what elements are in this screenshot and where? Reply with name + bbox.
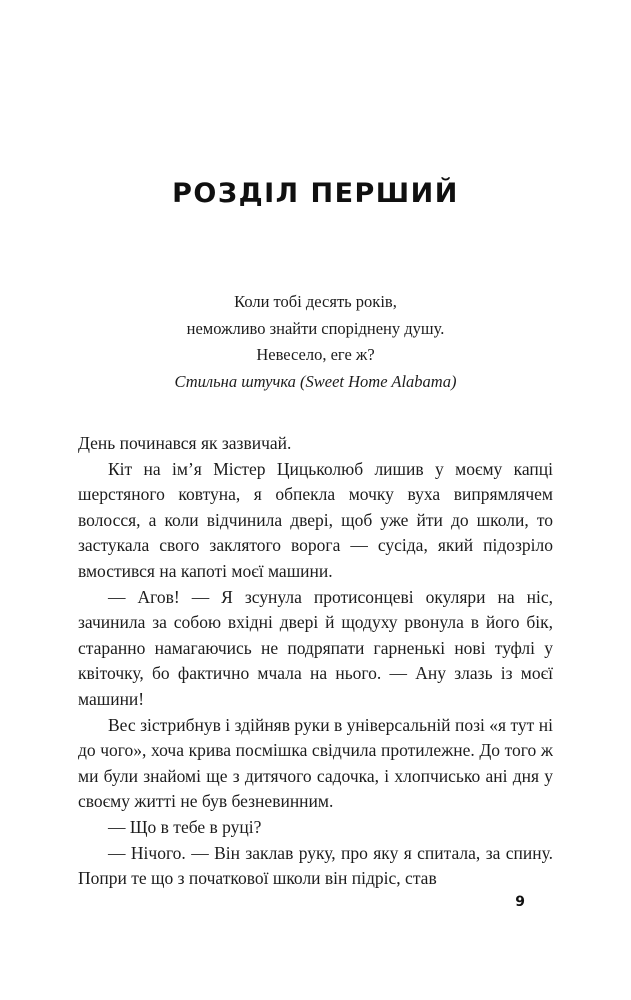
epigraph-line: Коли тобі десять років, [234, 292, 397, 311]
chapter-title: РОЗДІЛ ПЕРШИЙ [172, 178, 459, 209]
paragraph: День починався як зазвичай. [78, 433, 292, 453]
body-paragraphs [0, 431, 631, 892]
paragraph: — Що в тебе в руці? [108, 816, 262, 837]
epigraph-lines [0, 289, 631, 369]
epigraph [0, 289, 631, 395]
paragraph: Вес зістрибнув і здійняв руки в універсальній позі «я тут ні до чого», хоча крива посмішка свідчила протилежне. До того ж ми були знайомі ще з дитячого садочка, і хлопчисько ані дня у своєму житті не був безневинним. [78, 714, 553, 812]
paragraph: — Нічого. — Він заклав руку, про яку я спитала, за спину. Попри те що з початкової школи він підріс, став [78, 842, 553, 889]
paragraph: — Агов! — Я зсунула протисонцеві окуляри на ніс, зачинила за собою вхідні двері й щодуху рвонула в його бік, старанно намагаючись не подряпати гарненькі нові туфлі у квіточку, бо фактично мчала на нього. — Ану злазь із моєї машини! [78, 586, 553, 709]
epigraph-line: неможливо знайти споріднену душу. [186, 318, 445, 338]
epigraph-attribution: Стильна штучка (Sweet Home Alabama) [174, 371, 457, 391]
paragraph: Кіт на ім’я Містер Цицьколюб лишив у моєму капці шерстяного ковтуна, я обпекла мочку вуха випрямлячем волосся, а коли відчинила двері, щоб уже йти до школи, то застукала свого заклятого ворога — сусіда, який підозріло вмостився на капоті моєї машини. [78, 458, 553, 581]
epigraph-line: Невесело, еге ж? [256, 345, 375, 364]
page-number: 9 [515, 894, 525, 910]
